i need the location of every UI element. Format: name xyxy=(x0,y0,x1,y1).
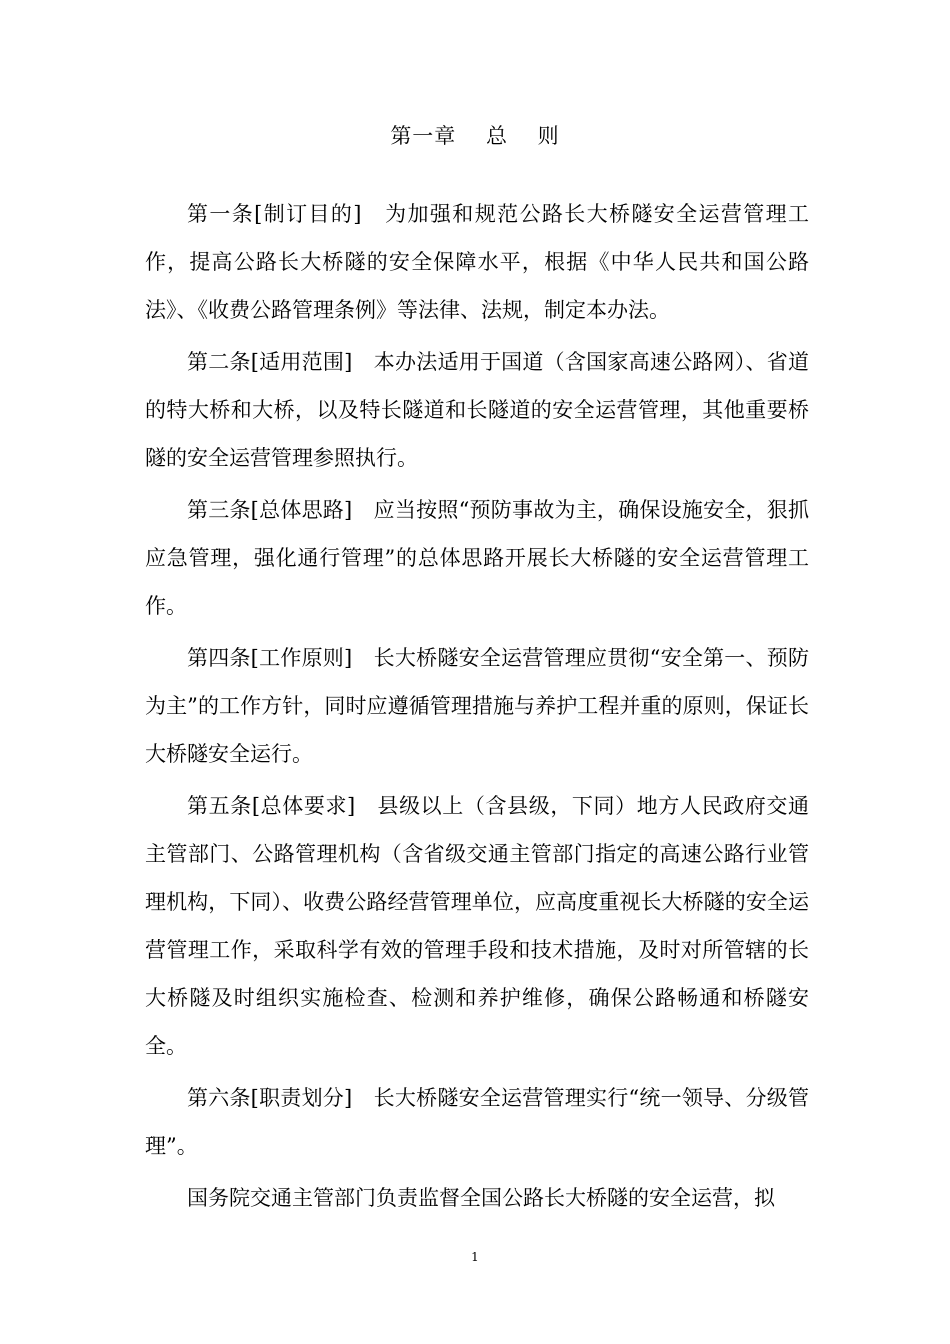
article-6-continuation-paragraph: 国务院交通主管部门负责监督全国公路长大桥隧的安全运营，拟 xyxy=(187,1186,775,1210)
article-2-paragraph: 第二条[适用范围] 本办法适用于国道（含国家高速公路网）、省道的特大桥和大桥，以及特长隧道和长隧道的安全运营管理，其他重要桥隧的安全运营管理参照执行。 xyxy=(145,350,809,470)
article-6-paragraph: 第六条[职责划分] 长大桥隧安全运营管理实行“统一领导、分级管理”。 xyxy=(145,1086,809,1158)
page-number: 1 xyxy=(471,1250,479,1264)
article-3-paragraph: 第三条[总体思路] 应当按照“预防事故为主，确保设施安全，狠抓应急管理，强化通行管理”的总体思路开展长大桥隧的安全运营管理工作。 xyxy=(145,498,809,618)
article-1-paragraph: 第一条[制订目的] 为加强和规范公路长大桥隧安全运营管理工作，提高公路长大桥隧的安全保障水平，根据《中华人民共和国公路法》、《收费公路管理条例》等法律、法规，制定本办法。 xyxy=(145,202,809,322)
chapter-title: 第一章 总 则 xyxy=(390,124,560,148)
document-body xyxy=(145,190,809,1222)
article-4-paragraph: 第四条[工作原则] 长大桥隧安全运营管理应贯彻“安全第一、预防为主”的工作方针，同时应遵循管理措施与养护工程并重的原则，保证长大桥隧安全运行。 xyxy=(145,646,809,766)
article-5-paragraph: 第五条[总体要求] 县级以上（含县级，下同）地方人民政府交通主管部门、公路管理机构（含省级交通主管部门指定的高速公路行业管理机构，下同）、收费公路经营管理单位，应高度重视长大桥隧的安全运营管理工作，采取科学有效的管理手段和技术措施，及时对所管辖的长大桥隧及时组织实施检查、检测和养护维修，确保公路畅通和桥隧安全。 xyxy=(145,794,809,1058)
